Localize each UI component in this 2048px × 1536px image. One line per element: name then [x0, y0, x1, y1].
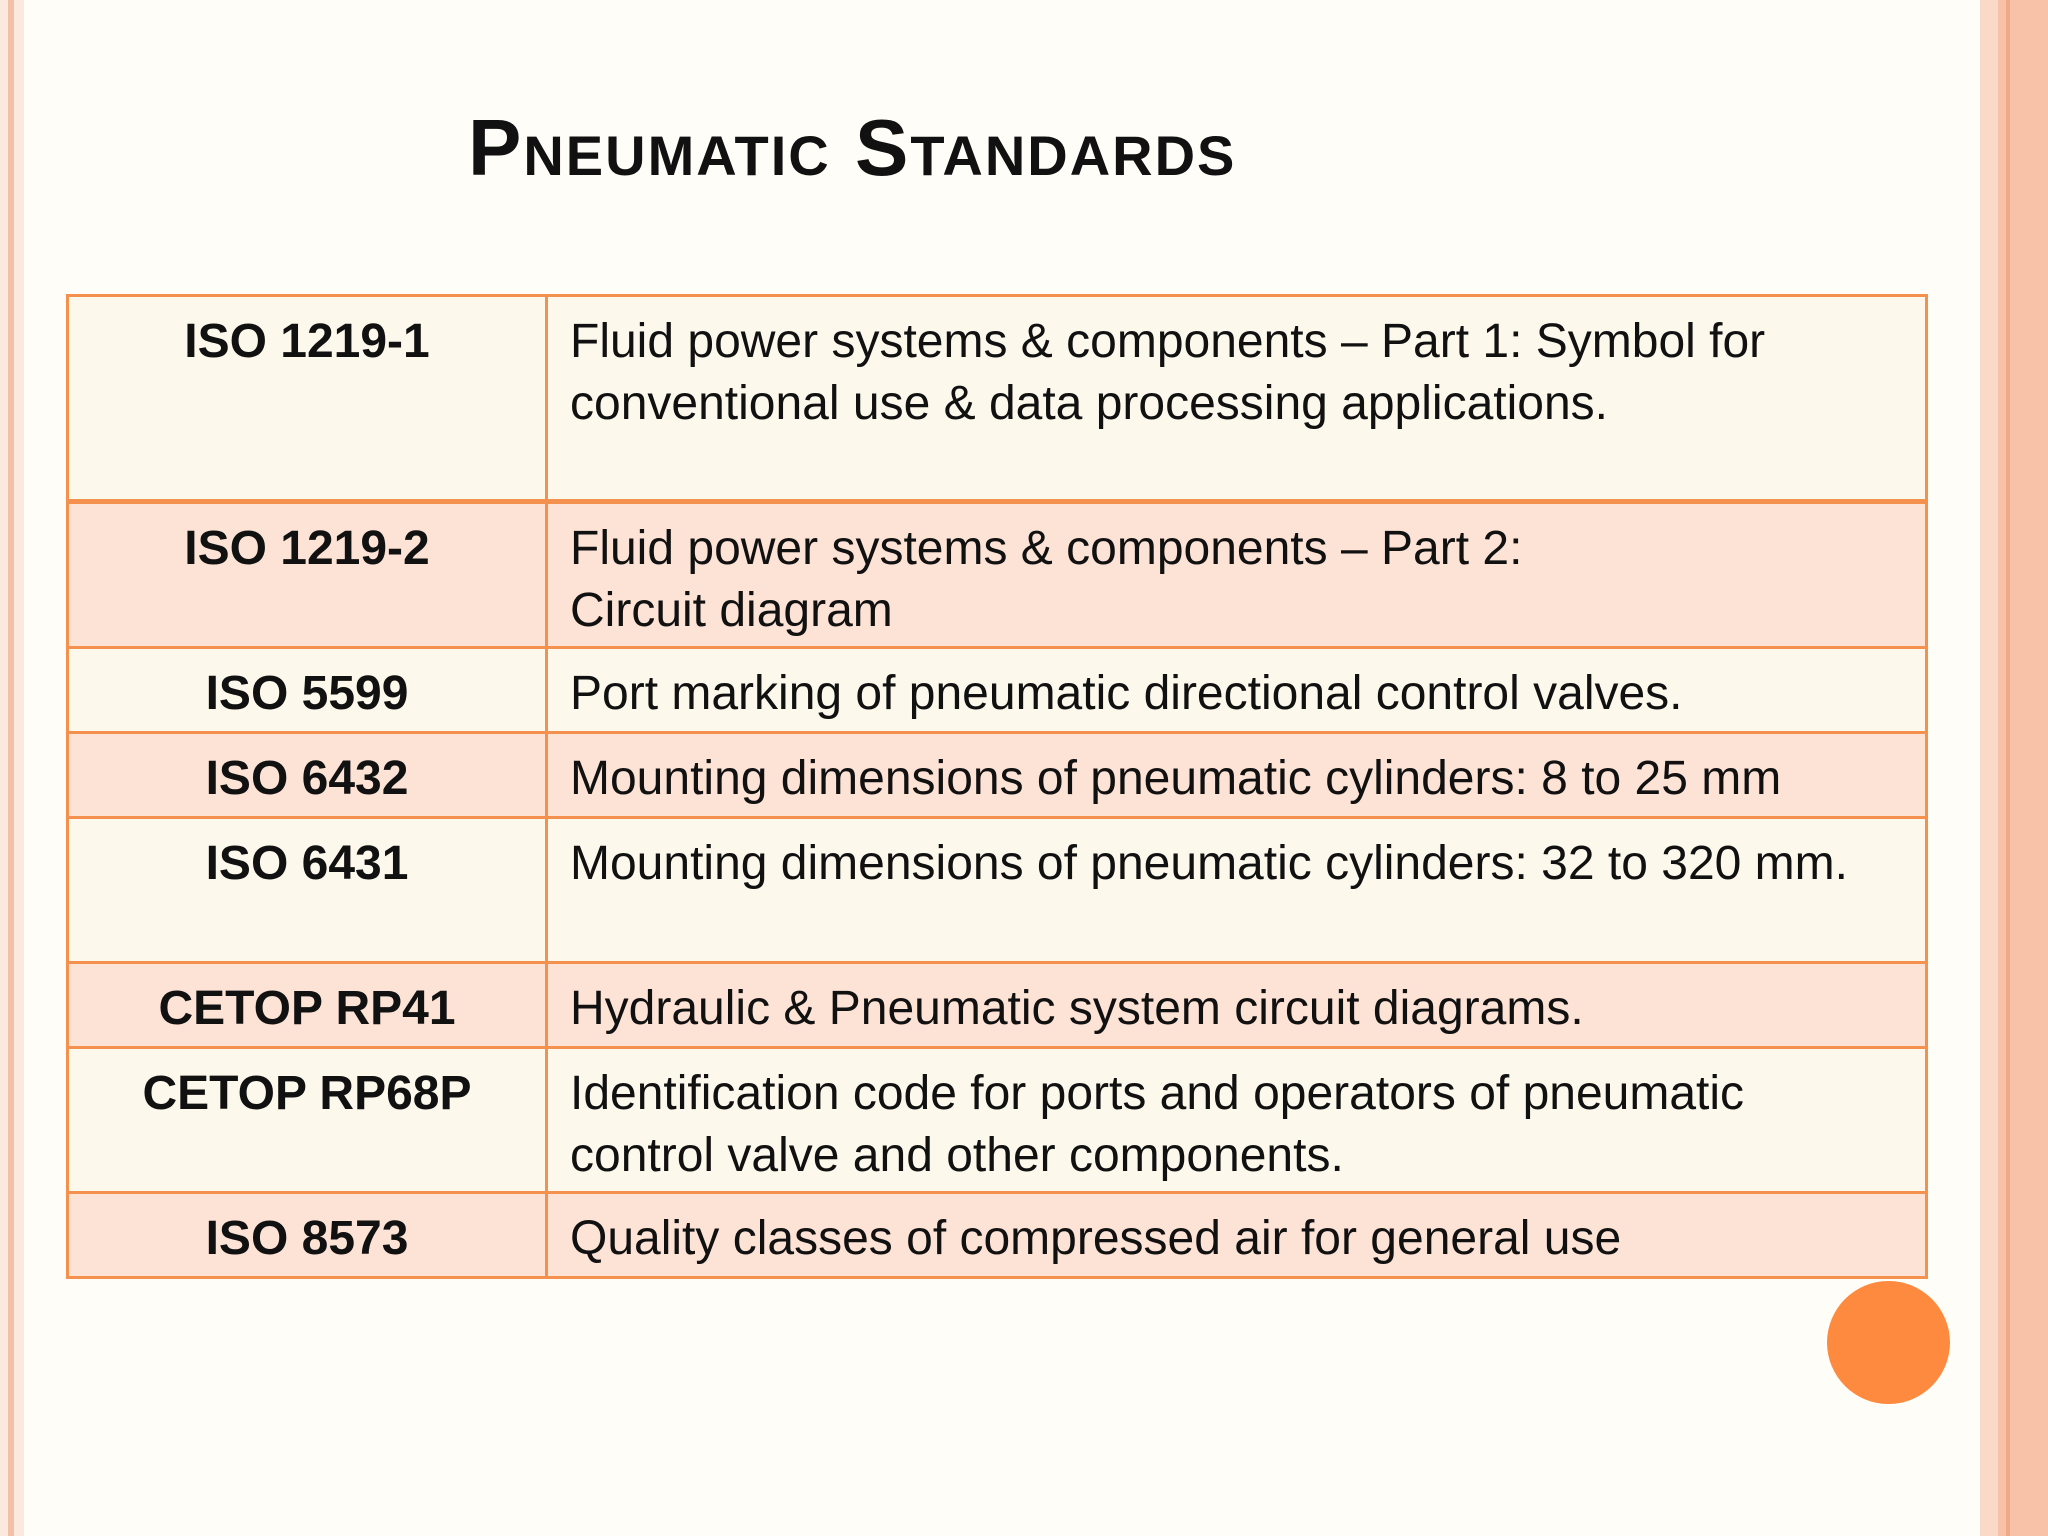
right-border-line — [2006, 0, 2010, 1536]
standard-description — [547, 1048, 1927, 1193]
standard-code: ISO 1219-2 — [68, 502, 547, 648]
standard-code: CETOP RP68P — [68, 1048, 547, 1193]
standard-description — [547, 1193, 1927, 1278]
standard-code: ISO 6431 — [68, 818, 547, 963]
description-line: Fluid power systems & components – Part 1: Symbol for — [570, 315, 1766, 368]
standard-description — [547, 296, 1927, 502]
standard-description — [547, 733, 1927, 818]
table-row — [68, 818, 1927, 963]
standards-table — [66, 294, 1928, 1279]
table-row — [68, 733, 1927, 818]
description-line: Circuit diagram — [570, 584, 893, 637]
standard-code: ISO 8573 — [68, 1193, 547, 1278]
standard-code: ISO 5599 — [68, 648, 547, 733]
standard-description — [547, 818, 1927, 963]
standard-code: CETOP RP41 — [68, 963, 547, 1048]
description-line: conventional use & data processing applications. — [570, 377, 1608, 430]
standard-description — [547, 502, 1927, 648]
description-line: Identification code for ports and operators of pneumatic — [570, 1067, 1745, 1120]
description-line: Port marking of pneumatic directional control valves. — [570, 667, 1683, 720]
table-row — [68, 296, 1927, 502]
decorative-circle — [1827, 1281, 1950, 1404]
description-line: Mounting dimensions of pneumatic cylinders: 8 to 25 mm — [570, 752, 1782, 805]
description-line: Hydraulic & Pneumatic system circuit diagrams. — [570, 982, 1584, 1035]
table-row — [68, 1193, 1927, 1278]
table-row — [68, 502, 1927, 648]
standard-description — [547, 648, 1927, 733]
right-border-decoration-inner — [1980, 0, 1998, 1536]
description-line: Mounting dimensions of pneumatic cylinders: 32 to 320 mm. — [570, 837, 1848, 890]
table-row — [68, 1048, 1927, 1193]
left-border-line — [8, 0, 14, 1536]
table-row — [68, 963, 1927, 1048]
description-line: Quality classes of compressed air for general use — [570, 1212, 1622, 1265]
slide-title: Pneumatic Standards — [468, 103, 1237, 192]
standard-code: ISO 6432 — [68, 733, 547, 818]
standard-code: ISO 1219-1 — [68, 296, 547, 502]
table-row — [68, 648, 1927, 733]
standard-description — [547, 963, 1927, 1048]
description-line: control valve and other components. — [570, 1129, 1344, 1182]
description-line: Fluid power systems & components – Part 2: — [570, 522, 1523, 575]
